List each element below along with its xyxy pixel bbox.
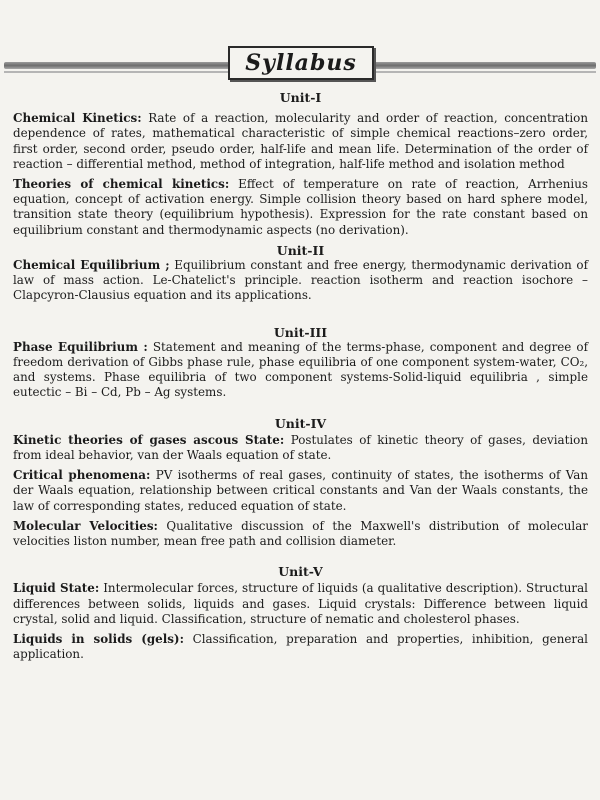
topic-text: Rate of a reaction, molecularity and order of reaction, concentration dependence of rates, mathematical characteristic of simple chemical reactions–zero order, first order, second order, pseudo order, half-life and mean life. Determination of the order of reaction – differential method, method of integration, half-life method and isolation method <box>13 111 588 171</box>
unit-heading: Unit-II <box>276 242 325 258</box>
unit-heading: Unit-III <box>273 324 328 340</box>
topic-paragraph <box>13 433 588 463</box>
topic-heading: Molecular Velocities: <box>13 518 158 533</box>
header-banner <box>0 46 600 80</box>
topic-paragraph <box>13 177 588 238</box>
topic-heading: Chemical Equilibrium ; <box>13 258 170 273</box>
topic-heading: Critical phenomena: <box>13 468 151 483</box>
topic-text: Qualitative discussion of the Maxwell's distribution of molecular velocities liston number, mean free path and collision diameter. <box>13 518 588 549</box>
topic-paragraph <box>13 468 588 514</box>
topic-text: Intermolecular forces, structure of liquids (a qualitative description). Structural differences between solids, liquids and gases. Liquid crystals: Difference between liquid crystal, solid and liquid. Classification, structure of nematic and cholesterol phases. <box>13 581 588 626</box>
topic-paragraph <box>13 632 588 662</box>
topic-paragraph <box>13 581 588 627</box>
topic-heading: Liquid State: <box>13 581 100 596</box>
unit-heading: Unit-I <box>279 90 322 105</box>
topic-heading: Kinetic theories of gases ascous State: <box>13 432 285 447</box>
topic-paragraph <box>13 340 588 401</box>
unit-heading: Unit-V <box>278 564 323 580</box>
topic-text: Effect of temperature on rate of reaction, Arrhenius equation, concept of activation energy. Simple collision theory based on hard sphere model, transition state theory (equilibrium hypothesis). Expression for the rate constant based on equilibrium constant and thermodynamic aspects (no derivation). <box>13 177 588 237</box>
topic-heading: Liquids in solids (gels): <box>13 632 184 647</box>
topic-text: PV isotherms of real gases, continuity of states, the isotherms of Van der Waals equation, relationship between critical constants and Van der Waals constants, the law of corresponding states, reduced equation of state. <box>13 468 589 513</box>
topic-paragraph <box>13 111 588 172</box>
topic-heading: Phase Equilibrium : <box>13 339 148 354</box>
topic-text: Statement and meaning of the terms-phase, component and degree of freedom derivation of Gibbs phase rule, phase equilibria of one component system-water, CO₂, and systems. Phase equilibria of two component systems-Solid-liquid equilibria , simple eutectic – Bi – Cd, Pb – Ag systems. <box>13 339 588 400</box>
topic-heading: Theories of chemical kinetics: <box>13 177 230 192</box>
topic-paragraph <box>13 258 588 304</box>
unit-heading: Unit-IV <box>274 415 327 431</box>
topic-paragraph <box>13 519 588 549</box>
syllabus-content <box>13 86 588 668</box>
topic-text: Postulates of kinetic theory of gases, deviation from ideal behavior, van der Waals equation of state. <box>13 432 588 463</box>
topic-heading: Chemical Kinetics: <box>13 111 142 126</box>
page-title: Syllabus <box>228 46 374 80</box>
topic-text: Classification, preparation and properties, inhibition, general application. <box>13 632 588 662</box>
topic-text: Equilibrium constant and free energy, thermodynamic derivation of law of mass action. Le-Chatelict's principle. reaction isotherm and reaction isochore – Clapcyron-Clausius equation and its applications. <box>13 258 588 303</box>
